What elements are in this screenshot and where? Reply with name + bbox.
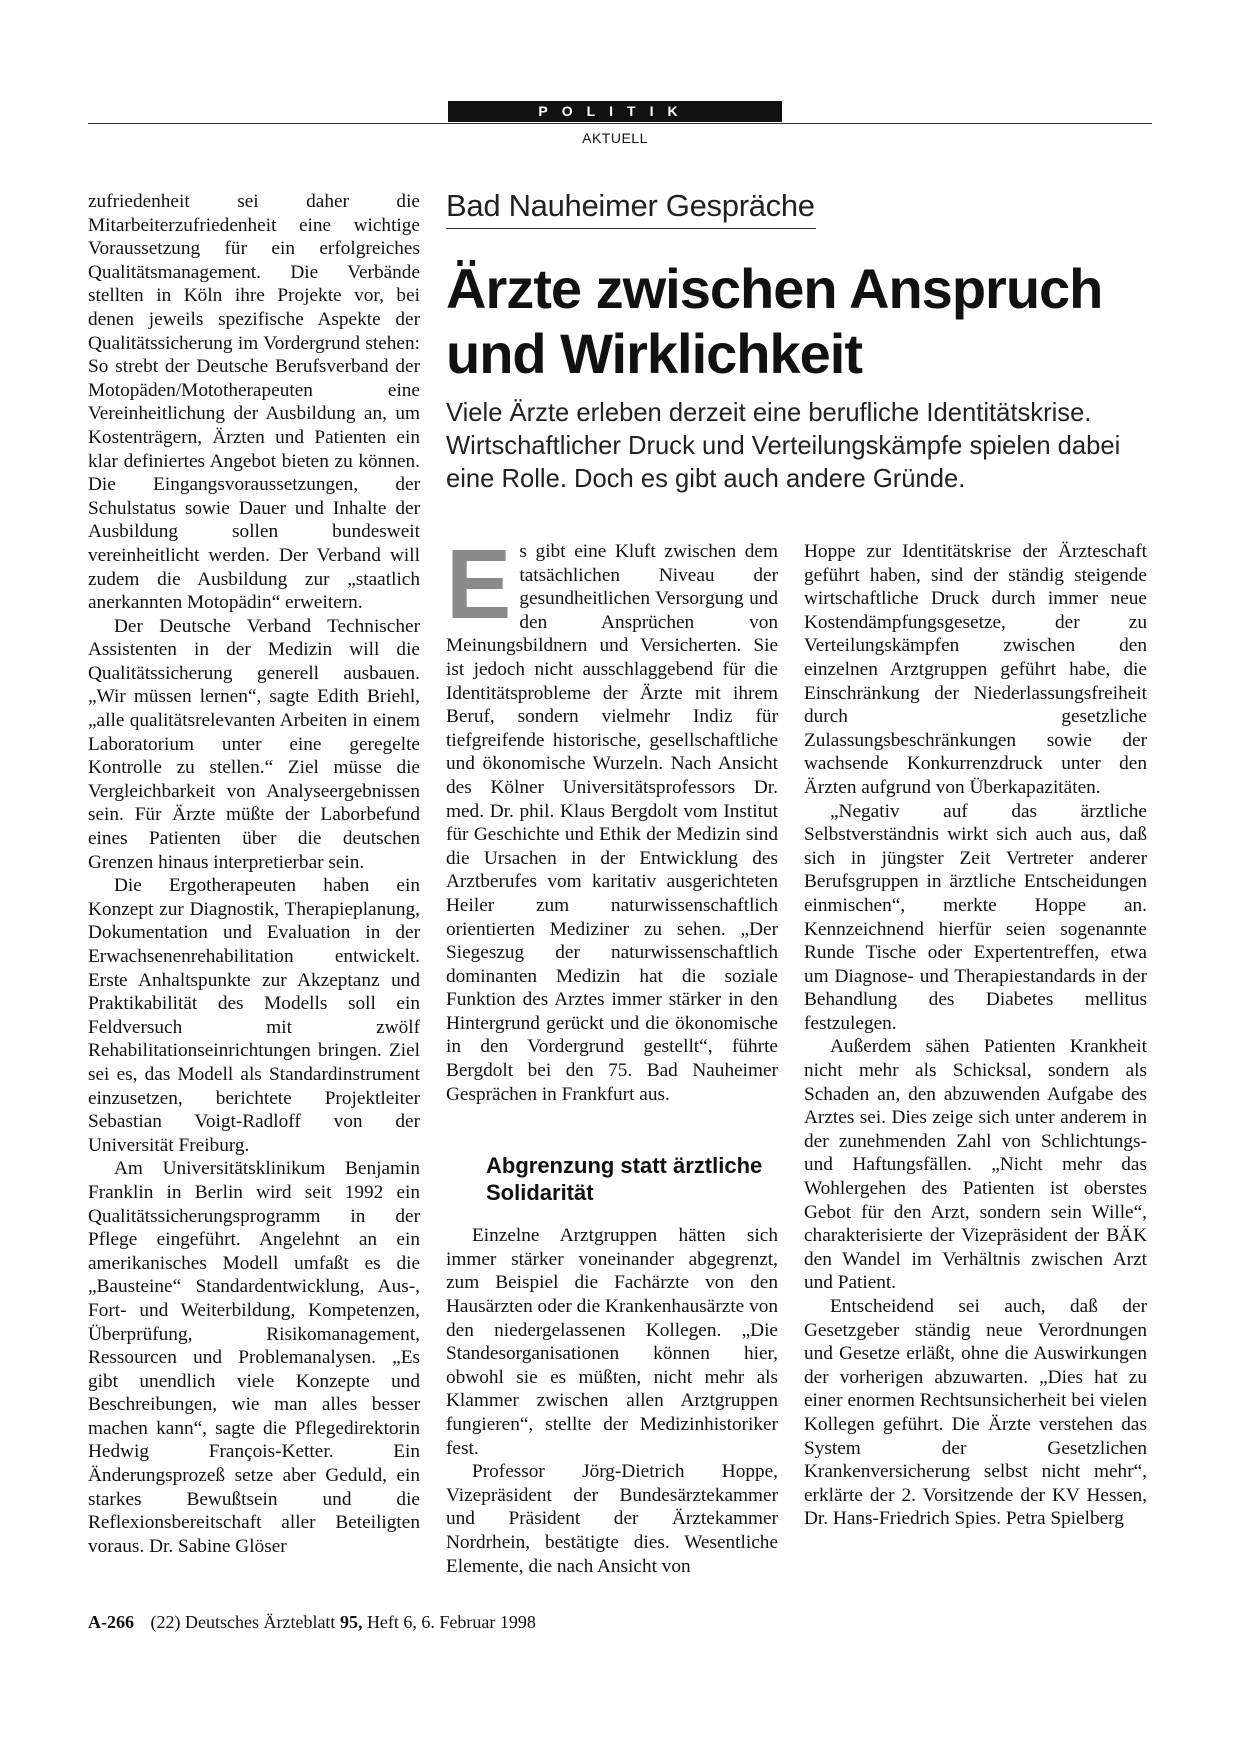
right-column <box>804 540 1147 1531</box>
right-author: Petra Spielberg <box>1005 1508 1124 1530</box>
article-title-line-2: und Wirklichkeit <box>446 322 863 385</box>
page-number: A-266 <box>88 1612 134 1632</box>
left-paragraph-4 <box>88 1157 420 1558</box>
article-lead: Viele Ärzte erleben derzeit eine berufliche Identitätskrise. Wirtschaftlicher Druck und Verteilungskämpfe spielen dabei eine Rolle. Doch es gibt auch andere Gründe. <box>446 399 1121 493</box>
right-paragraph-4 <box>804 1295 1147 1531</box>
issue-suffix: Heft 6, 6. Februar 1998 <box>366 1612 536 1632</box>
left-paragraph-1: zufriedenheit sei daher die Mitarbeiterzufriedenheit eine wichtige Voraussetzung für ein erfolgreiches Qualitätsmanagement. Die Verbände stellten in Köln ihre Projekte vor, bei denen jeweils spezifische Aspekte der Qualitätssicherung im Vordergrund stehen: So strebt der Deutsche Berufsverband der Motopäden/Mototherapeuten eine Vereinheitlichung der Ausbildung an, um Kostenträgern, Ärzten und Patienten ein klar definiertes Angebot bieten zu können. Die Eingangsvoraussetzungen, der Schulstatus sowie Dauer und Inhalte der Ausbildung sollen bundesweit vereinheitlicht werden. Der Verband will zudem die Ausbildung zur „staatlich anerkannten Motopädin“ erweitern. <box>88 191 420 614</box>
drop-cap: E <box>446 529 512 639</box>
article-kicker: Bad Nauheimer Gespräche <box>446 188 816 229</box>
section-label: POLITIK <box>448 101 782 122</box>
subsection-label: AKTUELL <box>582 130 648 146</box>
right-paragraph-3: Außerdem sähen Patienten Krankheit nicht mehr als Schicksal, sondern als Schaden an, den abzuwenden Aufgabe des Arztes sei. Dies zeige sich unter anderem in der zunehmenden Zahl von Schlichtungs- und Haftungsfällen. „Nicht mehr das Wohlergehen des Patienten ist oberstes Gebot für den Arzt, sondern sein Wille“, charakterisierte der Vizepräsident der BÄK den Wandel im Verhältnis zwischen Arzt und Patient. <box>804 1036 1147 1294</box>
left-paragraph-4-text: Am Universitätsklinikum Benjamin Franklin in Berlin wird seit 1992 ein Qualitätssicherungsprogramm in der Pflege eingeführt. Angelehnt an ein amerikanisches Modell umfaßt es die „Bausteine“ Standardentwicklung, Aus-, Fort- und Weiterbildung, Kompetenzen, Überprüfung, Risikomanagement, Ressourcen und Problemanalysen. „Es gibt unendlich viele Konzepte und Beschreibungen, wie man alles besser machen kann“, sagte die Pflegedirektorin Hedwig François-Ketter. Ein Änderungsprozeß setze aber Geduld, ein starkes Bewußtsein und die Reflexionsbereitschaft aller Beteiligten voraus. <box>88 1158 420 1557</box>
article-title <box>446 256 1152 386</box>
article-subheading: Abgrenzung statt ärztliche Solidarität <box>486 1153 763 1206</box>
left-column <box>88 190 420 1558</box>
right-paragraph-4-text: Entscheidend sei auch, daß der Gesetzgeber ständig neue Verordnungen und Gesetze erläßt, ohne die Auswirkungen der vorherigen abzuwarten. „Dies hat zu einer enormen Rechtsunsicherheit bei vielen Kollegen geführt. Die Ärzte verstehen das System der Gesetzlichen Krankenversicherung selbst nicht mehr“, erklärte der 2. Vorsitzende der KV Hessen, Dr. Hans-Friedrich Spies. <box>804 1296 1147 1530</box>
left-author: Dr. Sabine Glöser <box>149 1535 287 1557</box>
issue-prefix: (22) Deutsches Ärzteblatt <box>150 1612 336 1632</box>
left-paragraph-3: Die Ergotherapeuten haben ein Konzept zur Diagnostik, Therapieplanung, Dokumentation und Evaluation in der Erwachsenenrehabilitation entwickelt. Erste Anhaltspunkte zur Akzeptanz und Praktikabilität des Modells soll ein Feldversuch mit zwölf Rehabilitationseinrichtungen bringen. Ziel sei es, das Modell als Standardinstrument einzusetzen, berichtete Projektleiter Sebastian Voigt-Radloff von der Universität Freiburg. <box>88 875 420 1156</box>
page-footer <box>88 1612 536 1633</box>
middle-paragraph-1 <box>446 529 778 1106</box>
issue-volume: 95, <box>339 1612 363 1632</box>
right-paragraph-1: Hoppe zur Identitätskrise der Ärzteschaft geführt haben, sind der ständig steigende wirtschaftliche Druck durch immer neue Kostendämpfungsgesetze, der zu Verteilungskämpfen zwischen den einzelnen Arztgruppen geführt habe, die Einschränkung der Niederlassungsfreiheit durch gesetzliche Zulassungsbeschränkungen sowie der wachsende Konkurrenzdruck unter den Ärzten aufgrund von Überkapazitäten. <box>804 541 1147 798</box>
middle-paragraph-1-text: s gibt eine Kluft zwischen dem tatsächlichen Niveau der gesundheitlichen Versorgung und den Ansprüchen von Meinungsbildnern und Versicherten. Sie ist jedoch nicht ausschlaggebend für die Identitätsprobleme der Ärzte mit ihrem Beruf, sondern vielmehr Indiz für tiefgreifende historische, gesellschaftliche und ökonomische Wurzeln. Nach Ansicht des Kölner Universitätsprofessors Dr. med. Dr. phil. Klaus Bergdolt vom Institut für Geschichte und Ethik der Medizin sind die Ursachen in der Entwicklung des Arztberufes vom karitativ ausgerichteten Heiler zum naturwissenschaftlich orientierten Mediziner zu sehen. „Der Siegeszug der naturwissenschaftlich dominanten Medizin hat die soziale Funktion des Arztes immer stärker in den Hintergrund gerückt und die ökonomische in den Vordergrund gestellt“, führte Bergdolt bei den 75. Bad Nauheimer Gesprächen in Frankfurt aus. <box>446 541 778 1105</box>
right-paragraph-2: „Negativ auf das ärztliche Selbstverständnis wirkt sich auch aus, daß sich in jüngster Zeit Vertreter anderer Berufsgruppen in ärztliche Entscheidungen einmischen“, merkte Hoppe an. Kennzeichnend hierfür seien sogenannte Runde Tische oder Expertentreffen, etwa um Diagnose- und Therapiestandards in der Behandlung des Diabetes mellitus festzulegen. <box>804 800 1147 1034</box>
middle-paragraph-3: Professor Jörg-Dietrich Hoppe, Vizepräsident der Bundesärztekammer und Präsident der Ärztekammer Nordrhein, bestätigte dies. Wesentliche Elemente, die nach Ansicht von <box>446 1461 778 1577</box>
middle-paragraph-2: Einzelne Arztgruppen hätten sich immer stärker voneinander abgegrenzt, zum Beispiel die Fachärzte von den Hausärzten oder die Krankenhausärzte von den niedergelassenen Kollegen. „Die Standesorganisationen können hier, obwohl sie es müßten, nicht mehr als Klammer zwischen allen Arztgruppen fungieren“, stellte der Medizinhistoriker fest. <box>446 1225 778 1459</box>
header-rule <box>88 123 1152 124</box>
left-paragraph-2: Der Deutsche Verband Technischer Assistenten in der Medizin will die Qualitätssicherung generell ausbauen. „Wir müssen lernen“, sagte Edith Briehl, „alle qualitätsrelevanten Arbeiten in einem Laboratorium unter eine geregelte Kontrolle zu stellen.“ Ziel müsse die Vergleichbarkeit von Analyseergebnissen sein. Für Ärzte müßte der Laborbefund eines Patienten über die deutschen Grenzen hinaus interpretierbar sein. <box>88 615 420 873</box>
article-title-line-1: Ärzte zwischen Anspruch <box>446 257 1103 320</box>
middle-column <box>446 529 778 1578</box>
